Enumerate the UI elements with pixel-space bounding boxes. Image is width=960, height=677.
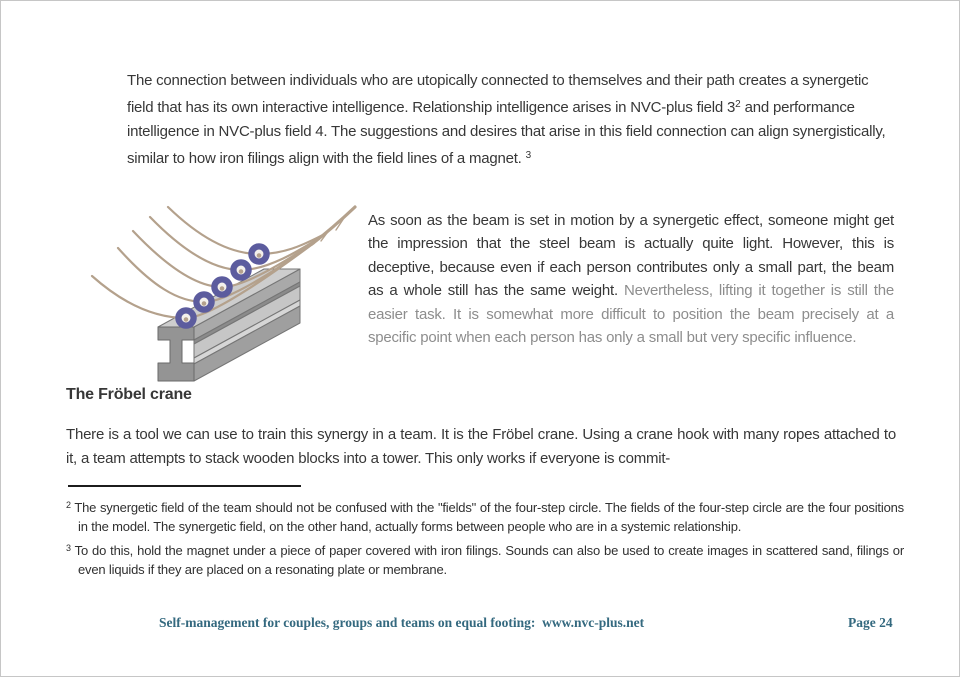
ring-rope-dot [220, 286, 225, 291]
tool-paragraph: There is a tool we can use to train this synergy in a team. It is the Fröbel crane. Using a crane hook with many ropes attached to it, a team attempts to stack wooden blocks into a tower. This only works if everyone is commit- [66, 426, 896, 467]
rope-ring [251, 246, 266, 261]
beam-front-profile [158, 327, 194, 381]
beam-paragraph [368, 209, 894, 349]
rope-ring [233, 262, 248, 277]
figure-caption: The Fröbel crane [66, 386, 192, 403]
rope-ring [214, 279, 229, 294]
footnote-ref-2: 2 [735, 99, 741, 110]
rope-bundle [312, 207, 355, 244]
intro-text-2: and performance intelligence in NVC-plus field 4. The suggestions and desires that arise in this field connection can align synergistically, similar to how iron filings align with the field lines of a magnet. [127, 99, 886, 167]
rope-path [168, 207, 323, 254]
footnote-marker: 2 [66, 500, 71, 510]
ring-rope-dot [202, 301, 207, 306]
ring-rope-dot [184, 317, 189, 322]
footnote-2 [66, 496, 904, 536]
rope-ring [178, 310, 193, 325]
intro-paragraph [127, 69, 893, 171]
footnote-3 [66, 539, 904, 579]
beam-paragraph-dark: As soon as the beam is set in motion by a synergetic effect, someone might get the impression that the steel beam is actually quite light. However, this is deceptive, because even if each person contributes only a small part, the beam as a whole still has the same weight. [368, 212, 894, 300]
beam-paragraph-gray: Nevertheless, lifting it together is still the easier task. It is somewhat more difficult to position the beam precisely at a specific point when each person has only a small but very specific influence. [368, 282, 894, 347]
footnote-text: To do this, hold the magnet under a piece of paper covered with iron filings. Sounds can also be used to create images in scattered sand, filings or even liquids if they are placed on a resonating plate or membrane. [70, 543, 904, 577]
ring-rope-dot [239, 269, 244, 274]
footnote-divider [68, 485, 301, 487]
rope-ring [196, 294, 211, 309]
footnote-marker: 3 [66, 543, 71, 553]
footnote-text: The synergetic field of the team should not be confused with the "fields" of the four-step circle. The fields of the four-step circle are the four positions in the model. The synergetic field, on the other hand, actually forms between people who are in a systemic relationship. [70, 500, 904, 534]
ring-rope-dot [257, 253, 262, 258]
footer-credit: Self-management for couples, groups and teams on equal footing: www.nvc-plus.net [159, 615, 645, 630]
footnote-ref-3: 3 [525, 150, 532, 161]
intro-text-1: The connection between individuals who are utopically connected to themselves and their path creates a synergetic field that has its own interactive intelligence. Relationship intelligence arises in NVC-plus field 3 [127, 72, 869, 116]
page-number: Page 24 [848, 615, 893, 630]
froebel-crane-figure [78, 196, 368, 392]
